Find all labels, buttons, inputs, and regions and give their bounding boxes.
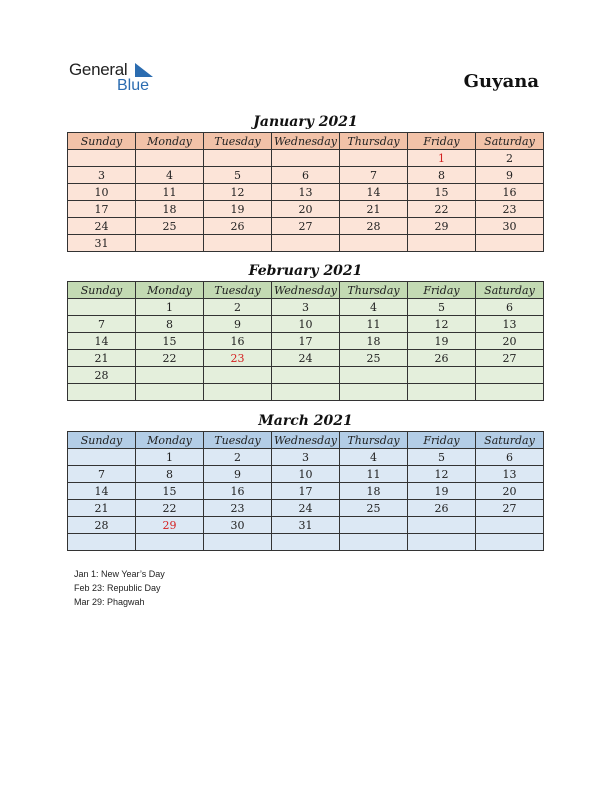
calendar-body [68, 299, 544, 401]
day-cell: 30 [204, 517, 272, 534]
week-row [68, 333, 544, 350]
day-cell: 30 [476, 218, 544, 235]
day-cell: 5 [408, 299, 476, 316]
weekday-header-tuesday: Tuesday [204, 282, 272, 299]
week-row [68, 150, 544, 167]
week-row [68, 235, 544, 252]
day-cell: 27 [476, 500, 544, 517]
holiday-item: Jan 1: New Year’s Day [74, 569, 165, 579]
day-cell: 3 [272, 299, 340, 316]
calendar-grid [67, 132, 544, 252]
day-cell: 26 [408, 500, 476, 517]
day-cell: 29 [408, 218, 476, 235]
day-cell [68, 384, 136, 401]
day-cell [136, 384, 204, 401]
week-row [68, 384, 544, 401]
day-cell [340, 367, 408, 384]
day-cell [136, 534, 204, 551]
week-row [68, 184, 544, 201]
weekday-header-row [68, 432, 544, 449]
day-cell [136, 150, 204, 167]
weekday-header-sunday: Sunday [68, 282, 136, 299]
day-cell [204, 150, 272, 167]
logo [69, 60, 169, 96]
day-cell: 20 [272, 201, 340, 218]
day-cell: 3 [68, 167, 136, 184]
day-cell [136, 367, 204, 384]
day-cell [68, 299, 136, 316]
day-cell: 14 [340, 184, 408, 201]
day-cell: 22 [408, 201, 476, 218]
day-cell: 25 [340, 500, 408, 517]
day-cell: 4 [136, 167, 204, 184]
week-row [68, 500, 544, 517]
day-cell [476, 235, 544, 252]
day-cell: 28 [68, 367, 136, 384]
day-cell: 6 [272, 167, 340, 184]
day-cell: 5 [408, 449, 476, 466]
month-title: March 2021 [258, 413, 353, 429]
weekday-header-wednesday: Wednesday [272, 133, 340, 150]
day-cell: 1 [408, 150, 476, 167]
weekday-header-saturday: Saturday [476, 133, 544, 150]
day-cell: 15 [136, 483, 204, 500]
weekday-header-thursday: Thursday [340, 432, 408, 449]
day-cell: 13 [272, 184, 340, 201]
day-cell: 28 [340, 218, 408, 235]
day-cell [408, 367, 476, 384]
weekday-header-wednesday: Wednesday [272, 282, 340, 299]
day-cell: 8 [136, 316, 204, 333]
day-cell: 6 [476, 449, 544, 466]
day-cell: 16 [204, 483, 272, 500]
weekday-header-tuesday: Tuesday [204, 432, 272, 449]
day-cell: 16 [204, 333, 272, 350]
week-row [68, 350, 544, 367]
day-cell: 17 [272, 483, 340, 500]
weekday-header-row [68, 282, 544, 299]
day-cell: 9 [204, 466, 272, 483]
day-cell: 17 [68, 201, 136, 218]
day-cell [204, 384, 272, 401]
day-cell [68, 150, 136, 167]
day-cell [68, 534, 136, 551]
weekday-header-saturday: Saturday [476, 432, 544, 449]
day-cell: 14 [68, 333, 136, 350]
day-cell: 21 [68, 350, 136, 367]
day-cell: 12 [204, 184, 272, 201]
week-row [68, 316, 544, 333]
day-cell: 29 [136, 517, 204, 534]
day-cell: 7 [340, 167, 408, 184]
day-cell: 18 [340, 483, 408, 500]
week-row [68, 299, 544, 316]
day-cell [476, 384, 544, 401]
day-cell [204, 367, 272, 384]
week-row [68, 534, 544, 551]
day-cell: 7 [68, 316, 136, 333]
weekday-header-friday: Friday [408, 282, 476, 299]
day-cell: 20 [476, 333, 544, 350]
day-cell [340, 534, 408, 551]
day-cell [136, 235, 204, 252]
day-cell: 22 [136, 500, 204, 517]
calendar-body [68, 449, 544, 551]
day-cell [408, 384, 476, 401]
day-cell [272, 534, 340, 551]
day-cell [476, 534, 544, 551]
day-cell: 8 [408, 167, 476, 184]
logo-text-general: General [69, 60, 128, 79]
week-row [68, 167, 544, 184]
weekday-header-sunday: Sunday [68, 432, 136, 449]
weekday-header-monday: Monday [136, 133, 204, 150]
day-cell [408, 517, 476, 534]
holiday-list [74, 567, 165, 609]
day-cell: 19 [408, 483, 476, 500]
day-cell: 2 [204, 299, 272, 316]
day-cell [476, 517, 544, 534]
day-cell [272, 384, 340, 401]
day-cell: 12 [408, 316, 476, 333]
day-cell [272, 150, 340, 167]
month-march [67, 411, 544, 551]
day-cell: 19 [408, 333, 476, 350]
day-cell: 2 [204, 449, 272, 466]
week-row [68, 449, 544, 466]
day-cell: 7 [68, 466, 136, 483]
day-cell: 24 [272, 500, 340, 517]
day-cell: 4 [340, 299, 408, 316]
logo-flag-icon [135, 63, 153, 77]
day-cell: 27 [476, 350, 544, 367]
weekday-header-thursday: Thursday [340, 282, 408, 299]
weekday-header-row [68, 133, 544, 150]
day-cell: 3 [272, 449, 340, 466]
day-cell: 18 [340, 333, 408, 350]
day-cell [340, 384, 408, 401]
day-cell: 9 [204, 316, 272, 333]
day-cell: 16 [476, 184, 544, 201]
day-cell: 23 [476, 201, 544, 218]
day-cell: 24 [272, 350, 340, 367]
day-cell [204, 235, 272, 252]
day-cell: 1 [136, 449, 204, 466]
weekday-header-wednesday: Wednesday [272, 432, 340, 449]
day-cell: 17 [272, 333, 340, 350]
day-cell: 15 [408, 184, 476, 201]
month-february [67, 261, 544, 401]
weekday-header-friday: Friday [408, 432, 476, 449]
day-cell: 13 [476, 316, 544, 333]
holiday-item: Feb 23: Republic Day [74, 583, 161, 593]
day-cell [272, 367, 340, 384]
week-row [68, 466, 544, 483]
weekday-header-thursday: Thursday [340, 133, 408, 150]
day-cell: 11 [340, 316, 408, 333]
day-cell: 28 [68, 517, 136, 534]
week-row [68, 218, 544, 235]
day-cell: 31 [272, 517, 340, 534]
calendar-body [68, 150, 544, 252]
weekday-header-saturday: Saturday [476, 282, 544, 299]
week-row [68, 201, 544, 218]
day-cell [408, 235, 476, 252]
day-cell: 11 [340, 466, 408, 483]
day-cell: 26 [408, 350, 476, 367]
day-cell: 25 [136, 218, 204, 235]
weekday-header-monday: Monday [136, 282, 204, 299]
day-cell: 8 [136, 466, 204, 483]
day-cell: 5 [204, 167, 272, 184]
holiday-item: Mar 29: Phagwah [74, 597, 145, 607]
day-cell: 20 [476, 483, 544, 500]
day-cell: 4 [340, 449, 408, 466]
day-cell: 26 [204, 218, 272, 235]
day-cell [340, 517, 408, 534]
weekday-header-sunday: Sunday [68, 133, 136, 150]
day-cell [340, 235, 408, 252]
day-cell: 31 [68, 235, 136, 252]
day-cell [272, 235, 340, 252]
day-cell: 14 [68, 483, 136, 500]
calendar-grid [67, 431, 544, 551]
day-cell [408, 534, 476, 551]
day-cell: 21 [340, 201, 408, 218]
day-cell: 12 [408, 466, 476, 483]
day-cell: 9 [476, 167, 544, 184]
day-cell: 21 [68, 500, 136, 517]
day-cell: 27 [272, 218, 340, 235]
day-cell: 23 [204, 350, 272, 367]
month-title: February 2021 [248, 263, 363, 279]
week-row [68, 517, 544, 534]
day-cell [340, 150, 408, 167]
calendar-grid [67, 281, 544, 401]
day-cell: 19 [204, 201, 272, 218]
week-row [68, 367, 544, 384]
day-cell [476, 367, 544, 384]
day-cell: 22 [136, 350, 204, 367]
day-cell: 10 [68, 184, 136, 201]
day-cell: 24 [68, 218, 136, 235]
day-cell: 23 [204, 500, 272, 517]
day-cell: 18 [136, 201, 204, 218]
month-january [67, 112, 544, 252]
day-cell: 25 [340, 350, 408, 367]
day-cell [68, 449, 136, 466]
week-row [68, 483, 544, 500]
weekday-header-friday: Friday [408, 133, 476, 150]
day-cell: 15 [136, 333, 204, 350]
weekday-header-monday: Monday [136, 432, 204, 449]
day-cell: 6 [476, 299, 544, 316]
day-cell: 10 [272, 316, 340, 333]
day-cell: 1 [136, 299, 204, 316]
day-cell: 10 [272, 466, 340, 483]
day-cell: 2 [476, 150, 544, 167]
day-cell: 13 [476, 466, 544, 483]
month-title: January 2021 [253, 114, 358, 130]
day-cell: 11 [136, 184, 204, 201]
day-cell [204, 534, 272, 551]
country-name: Guyana [463, 71, 539, 92]
weekday-header-tuesday: Tuesday [204, 133, 272, 150]
logo-text-blue: Blue [117, 77, 150, 94]
